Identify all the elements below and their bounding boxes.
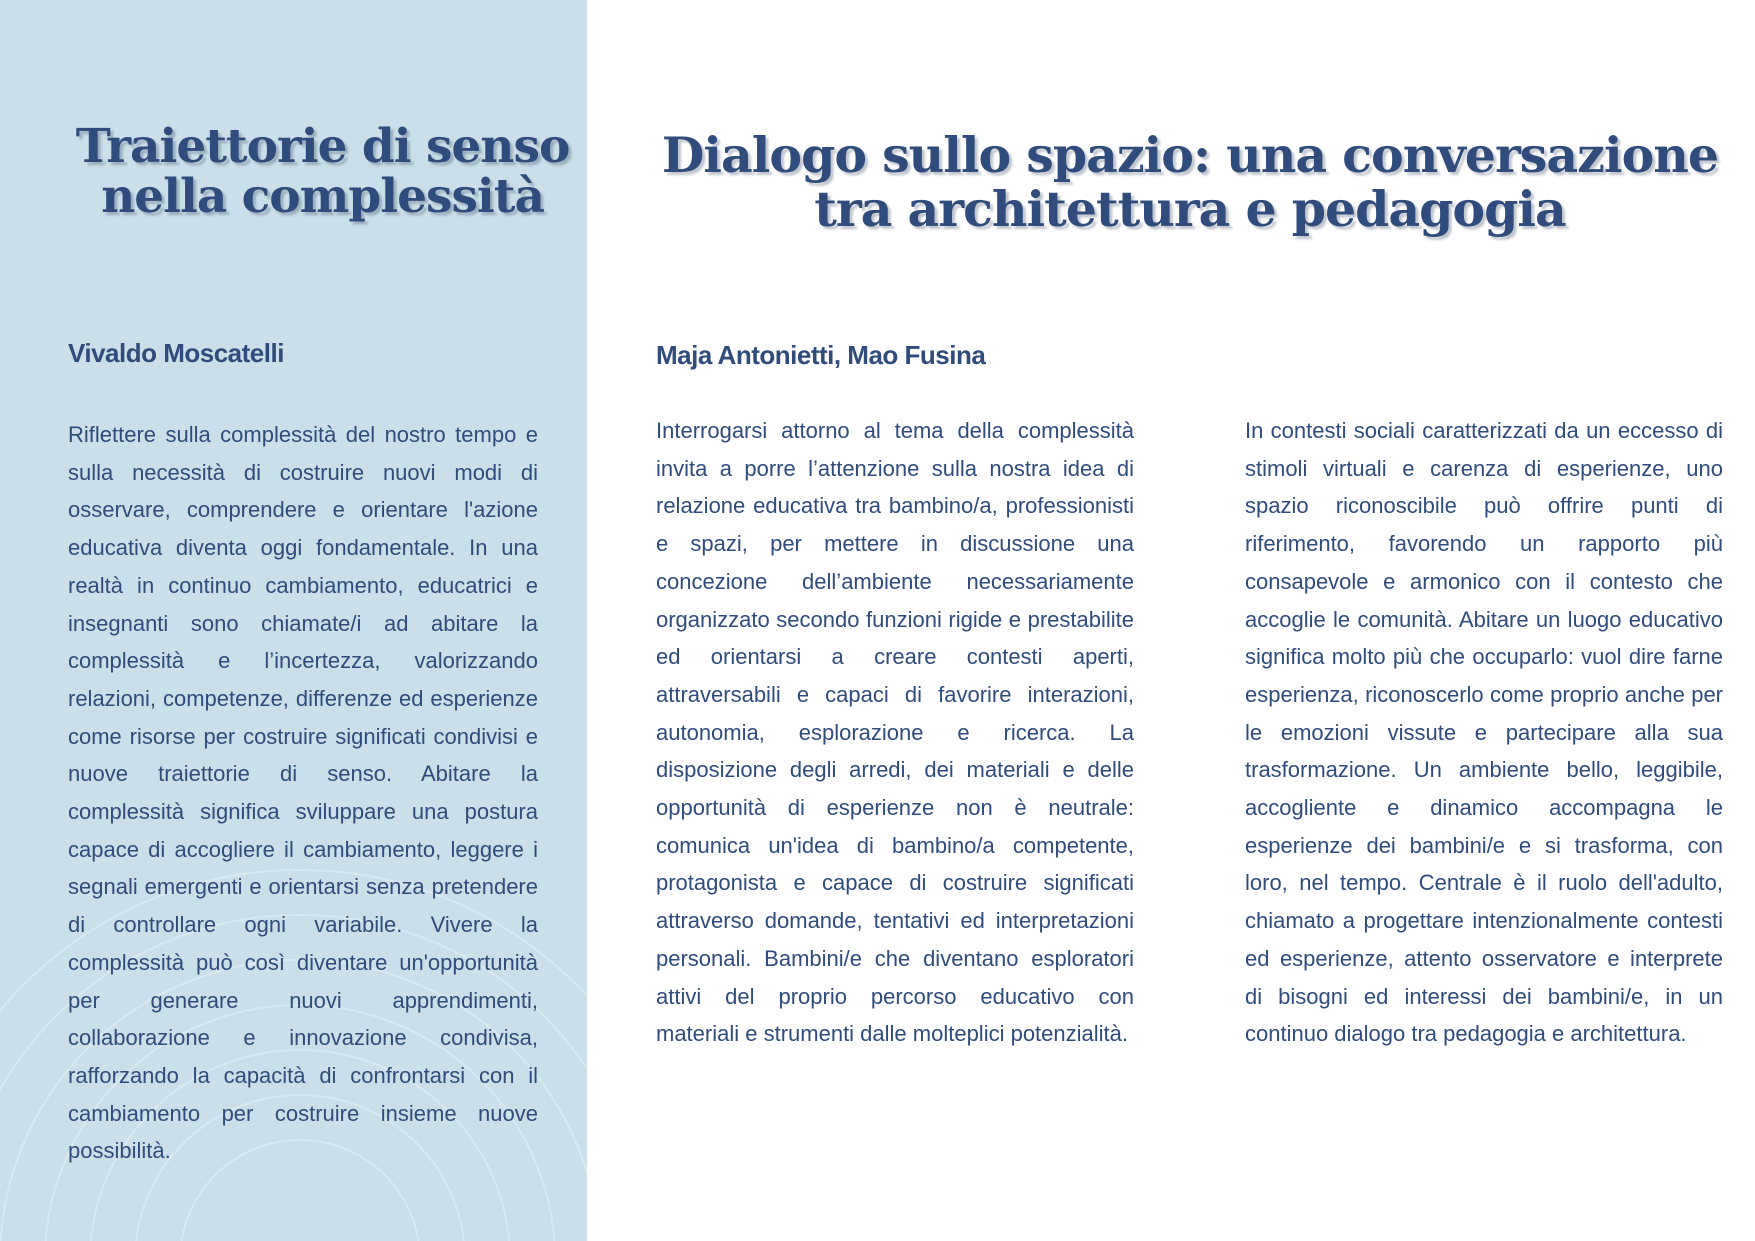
right-article-author: Maja Antonietti, Mao Fusina	[656, 340, 986, 370]
left-article-author: Vivaldo Moscatelli	[68, 338, 284, 368]
right-article-column-2: In contesti sociali caratterizzati da un eccesso di stimoli virtuali e carenza di esperienze, uno spazio riconoscibile può offrire punti di riferimento, favorendo un rapporto più consapevole e armonico con il contesto che accoglie le comunità. Abitare un luogo educativo significa molto più che occuparlo: vuol dire farne esperienza, riconoscerlo come proprio anche per le emozioni vissute e partecipare alla sua trasformazione. Un ambiente bello, leggibile, accogliente e dinamico accompagna le esperienze dei bambini/e e si trasforma, con loro, nel tempo. Centrale è il ruolo dell'adulto, chiamato a progettare intenzionalmente contesti ed esperienze, attento osservatore e interprete di bisogni ed interessi dei bambini/e, in un continuo dialogo tra pedagogia e architettura.	[1245, 418, 1723, 1047]
left-article-title: Traiettorie di senso nella complessità	[75, 119, 570, 224]
left-article-body: Riflettere sulla complessità del nostro tempo e sulla necessità di costruire nuovi modi di osservare, comprendere e orientare l'azione educativa diventa oggi fondamentale. In una realtà in continuo cambiamento, educatrici e insegnanti sono chiamate/i ad abitare la complessità e l’incertezza, valorizzando relazioni, competenze, differenze ed esperienze come risorse per costruire significati condivisi e nuove traiettorie di senso. Abitare la complessità significa sviluppare una postura capace di accogliere il cambiamento, leggere i segnali emergenti e orientarsi senza pretendere di controllare ogni variabile. Vivere la complessità può così diventare un'opportunità per generare nuovi apprendimenti, collaborazione e innovazione condivisa, rafforzando la capacità di confrontarsi con il cambiamento per costruire insieme nuove possibilità.	[68, 422, 538, 1164]
right-article-title: Dialogo sullo spazio: una conversazione tra architettura e pedagogia	[661, 126, 1719, 238]
right-article-column-1: Interrogarsi attorno al tema della complessità invita a porre l’attenzione sulla nostra idea di relazione educativa tra bambino/a, professionisti e spazi, per mettere in discussione una concezione dell’ambiente necessariamente organizzato secondo funzioni rigide e prestabilite ed orientarsi a creare contesti aperti, attraversabili e capaci di favorire interazioni, autonomia, esplorazione e ricerca. La disposizione degli arredi, dei materiali e delle opportunità di esperienze non è neutrale: comunica un'idea di bambino/a competente, protagonista e capace di costruire significati attraverso domande, tentativi ed interpretazioni personali. Bambini/e che diventano esploratori attivi del proprio percorso educativo con materiali e strumenti dalle molteplici potenzialità.	[656, 418, 1134, 1047]
